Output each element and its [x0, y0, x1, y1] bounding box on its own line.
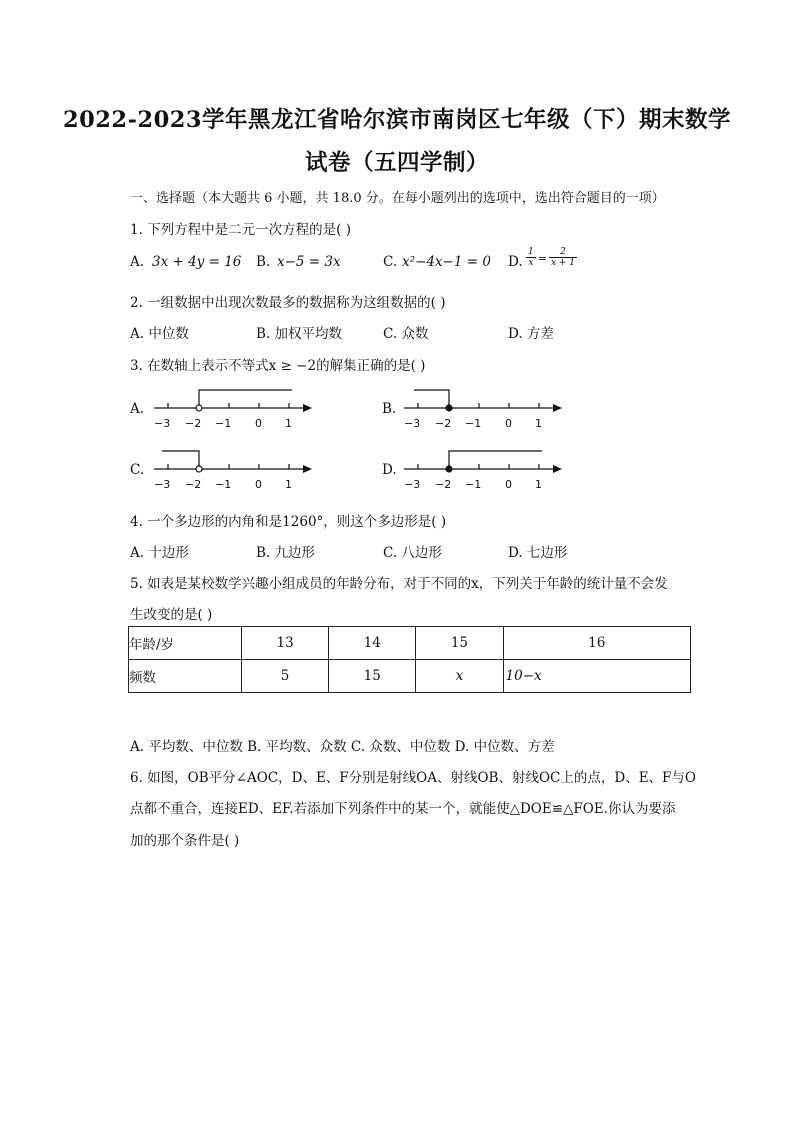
question-5-stem-line1: 5. 如表是某校数学兴趣小组成员的年龄分布，对于不同的x，下列关于年龄的统计量不会发: [130, 576, 668, 592]
tick-label-neg1: −1: [465, 417, 482, 430]
tick-label-neg2: −2: [185, 478, 202, 491]
q1-option-a-label: A.: [130, 254, 145, 270]
tick-label-neg3: −3: [154, 478, 171, 491]
table-cell: x: [416, 660, 503, 693]
table-cell: 13: [242, 627, 329, 660]
q2-option-b: B. 加权平均数: [256, 326, 343, 342]
tick-label-0: 0: [255, 478, 262, 491]
q4-option-a: A. 十边形: [130, 545, 189, 561]
question-3-stem: 3. 在数轴上表示不等式x ≥ −2的解集正确的是( ): [130, 358, 426, 374]
question-6-line3: 加的那个条件是( ): [130, 833, 240, 849]
tick-label-0: 0: [505, 417, 512, 430]
tick-label-neg3: −3: [404, 417, 421, 430]
table-cell: 15: [329, 660, 416, 693]
q1-option-b-label: B.: [256, 254, 271, 270]
table-cell: 15: [416, 627, 503, 660]
table-cell: 5: [242, 660, 329, 693]
fraction-2-over-x-plus-1: $\frac{2}{x + 1}$: [550, 247, 576, 268]
tick-label-1: 1: [535, 417, 542, 430]
number-line-d: [400, 446, 570, 496]
question-6-line2: 点都不重合，连接ED、EF.若添加下列条件中的某一个，就能使△DOE≌△FOE.你认为要添: [130, 801, 676, 817]
question-6-line1: 6. 如图，OB平分∠AOC，D、E、F分别是射线OA、射线OB、射线OC上的点，D、E、F与O: [130, 770, 696, 786]
q4-option-c: C. 八边形: [383, 545, 442, 561]
fraction-1-over-x: $\frac{1}{x}$: [528, 247, 534, 268]
q1-option-b: x−5 = 3x: [277, 254, 341, 270]
q1-option-c-label: C.: [383, 254, 398, 270]
tick-label-neg1: −1: [215, 478, 232, 491]
tick-label-neg2: −2: [435, 478, 452, 491]
tick-label-neg2: −2: [435, 417, 452, 430]
q4-option-b: B. 九边形: [256, 545, 316, 561]
document-title-line2: 试卷（五四学制）: [304, 150, 489, 176]
q2-option-c: C. 众数: [383, 326, 429, 342]
tick-label-neg3: −3: [404, 478, 421, 491]
table-cell: 16: [503, 627, 690, 660]
document-title-line1: 2022-2023学年黑龙江省哈尔滨市南岗区七年级（下）期末数学: [62, 107, 732, 133]
section-heading: 一、选择题（本大题共 6 小题，共 18.0 分。在每小题列出的选项中，选出符合题目的一项）: [130, 191, 665, 206]
question-1-stem: 1. 下列方程中是二元一次方程的是( ): [130, 222, 351, 238]
question-5-stem-line2: 生改变的是( ): [130, 607, 213, 623]
q3-option-d-label: D.: [382, 462, 397, 478]
q2-option-d: D. 方差: [508, 326, 554, 342]
table-cell: 频数: [129, 660, 242, 693]
tick-label-neg1: −1: [465, 478, 482, 491]
tick-label-neg1: −1: [215, 417, 232, 430]
question-4-stem: 4. 一个多边形的内角和是1260°，则这个多边形是( ): [130, 514, 447, 530]
q1-option-c: x²−4x−1 = 0: [402, 254, 491, 270]
tick-label-neg2: −2: [185, 417, 202, 430]
tick-label-1: 1: [535, 478, 542, 491]
number-line-a: [150, 385, 320, 435]
q5-options: A. 平均数、中位数 B. 平均数、众数 C. 众数、中位数 D. 中位数、方差: [130, 739, 555, 755]
q2-option-a: A. 中位数: [130, 326, 189, 342]
table-cell: 年龄/岁: [129, 627, 242, 660]
q3-option-a-label: A.: [130, 401, 145, 417]
table-cell: 10−x: [503, 660, 690, 693]
q1-option-d-label: D.: [508, 254, 523, 270]
table-cell: 14: [329, 627, 416, 660]
number-line-b: [400, 385, 570, 435]
tick-label-0: 0: [255, 417, 262, 430]
tick-label-1: 1: [285, 417, 292, 430]
question-2-stem: 2. 一组数据中出现次数最多的数据称为这组数据的( ): [130, 295, 446, 311]
q3-option-c-label: C.: [130, 462, 145, 478]
table-row: [129, 660, 691, 693]
q4-option-d: D. 七边形: [508, 545, 568, 561]
q3-option-b-label: B.: [382, 401, 397, 417]
number-line-c: [150, 446, 320, 496]
table-row: [129, 627, 691, 660]
tick-label-0: 0: [505, 478, 512, 491]
tick-label-neg3: −3: [154, 417, 171, 430]
q1-option-d: $\frac{1}{x}$ = $\frac{2}{x + 1}$: [528, 247, 576, 268]
age-frequency-table: [128, 626, 691, 693]
tick-label-1: 1: [285, 478, 292, 491]
q1-option-a: 3x + 4y = 16: [152, 254, 242, 270]
